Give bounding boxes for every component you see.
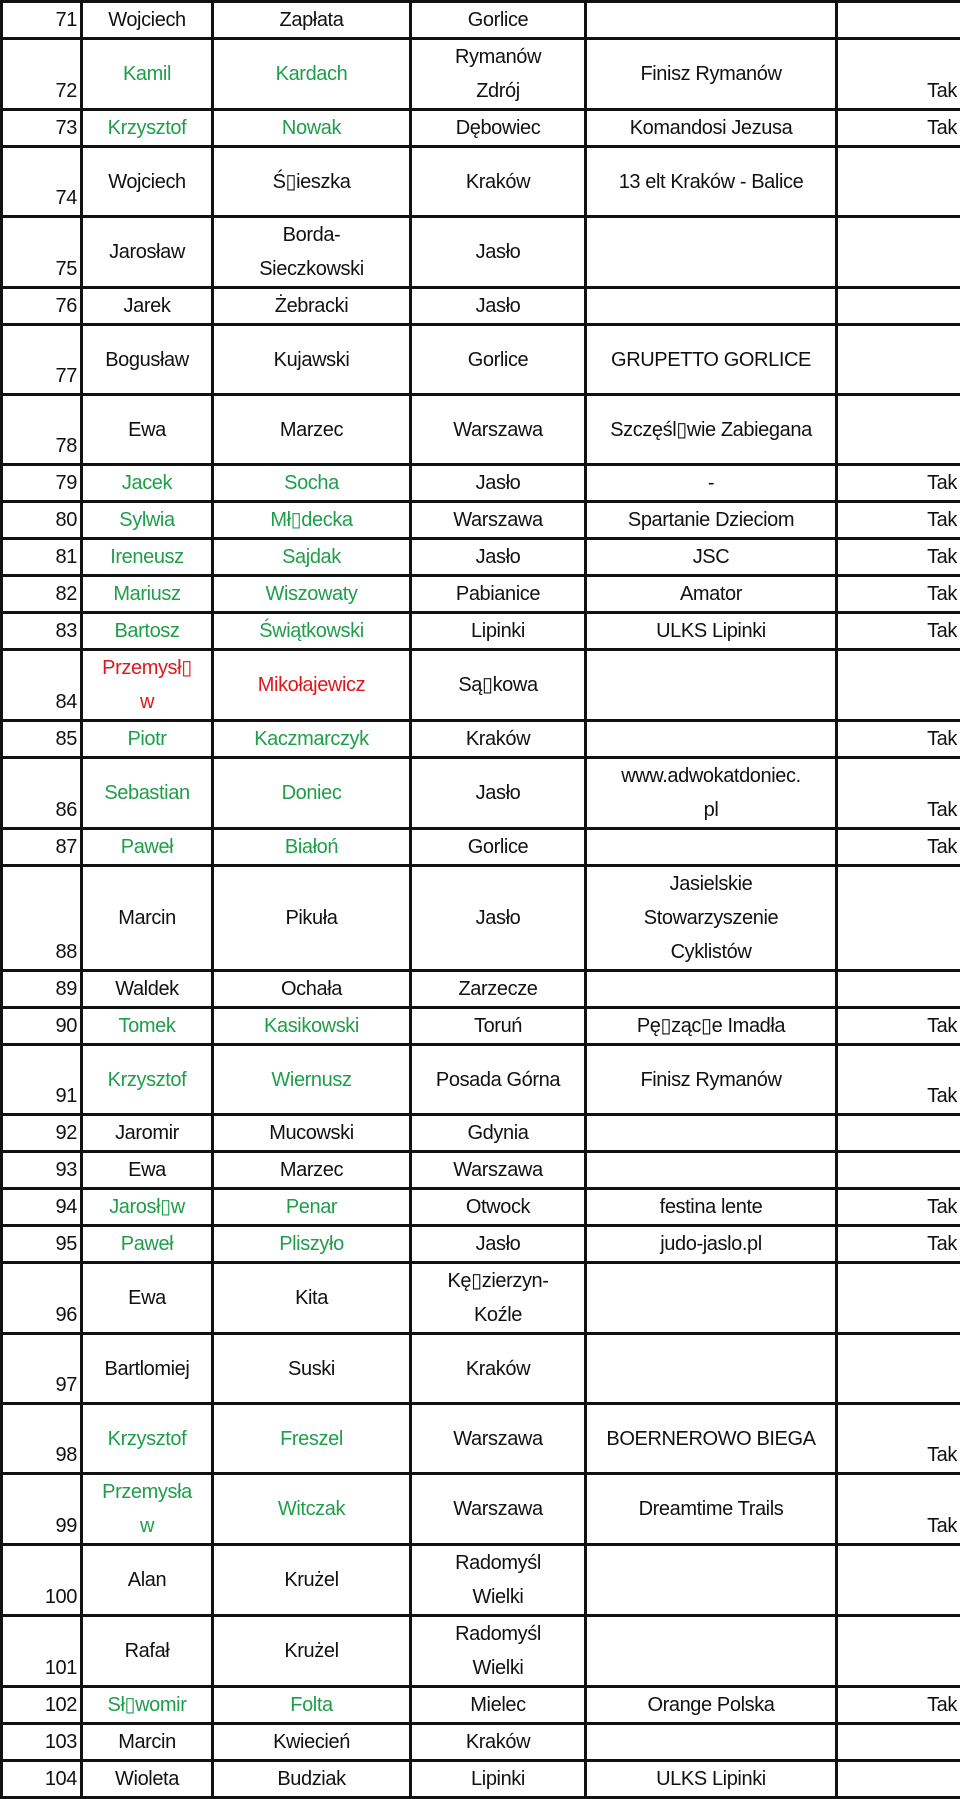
row-number-cell: 76 — [2, 288, 82, 325]
last-name-cell: Kardach — [213, 39, 411, 110]
row-number-cell: 81 — [2, 539, 82, 576]
confirmation-cell — [837, 147, 960, 217]
confirmation-cell — [837, 1616, 960, 1687]
first-name-cell: Kamil — [82, 39, 213, 110]
city-cell: Lipinki — [411, 613, 586, 650]
table-row — [2, 1724, 960, 1761]
table-row — [2, 1263, 960, 1334]
city-cell: Jasło — [411, 539, 586, 576]
row-number-cell: 86 — [2, 758, 82, 829]
city-cell: Radomyśl Wielki — [411, 1545, 586, 1616]
club-cell — [586, 1115, 837, 1152]
first-name-cell: Tomek — [82, 1008, 213, 1045]
first-name-cell: Piotr — [82, 721, 213, 758]
confirmation-cell — [837, 1761, 960, 1798]
last-name-cell: Krużel — [213, 1545, 411, 1616]
city-cell: Warszawa — [411, 1474, 586, 1545]
row-number-cell: 91 — [2, 1045, 82, 1115]
table-row — [2, 576, 960, 613]
last-name-cell: Marzec — [213, 1152, 411, 1189]
city-cell: Lipinki — [411, 1761, 586, 1798]
last-name-cell: Nowak — [213, 110, 411, 147]
row-number-cell: 78 — [2, 395, 82, 465]
confirmation-cell: Tak — [837, 1008, 960, 1045]
confirmation-cell: Tak — [837, 539, 960, 576]
table-row — [2, 971, 960, 1008]
confirmation-cell — [837, 650, 960, 721]
confirmation-cell: Tak — [837, 110, 960, 147]
row-number-cell: 102 — [2, 1687, 82, 1724]
club-cell — [586, 1616, 837, 1687]
club-cell: Jasielskie Stowarzyszenie Cyklistów — [586, 866, 837, 971]
table-row — [2, 650, 960, 721]
table-row — [2, 502, 960, 539]
first-name-cell: Wojciech — [82, 147, 213, 217]
city-cell: Zarzecze — [411, 971, 586, 1008]
first-name-cell: Ireneusz — [82, 539, 213, 576]
table-row — [2, 39, 960, 110]
first-name-cell: Krzysztof — [82, 1404, 213, 1474]
club-cell: JSC — [586, 539, 837, 576]
row-number-cell: 88 — [2, 866, 82, 971]
club-cell — [586, 288, 837, 325]
city-cell: Jasło — [411, 217, 586, 288]
club-cell: Pę▯ząc▯e Imadła — [586, 1008, 837, 1045]
first-name-cell: Sylwia — [82, 502, 213, 539]
last-name-cell: Folta — [213, 1687, 411, 1724]
row-number-cell: 71 — [2, 2, 82, 39]
first-name-cell: Krzysztof — [82, 110, 213, 147]
confirmation-cell: Tak — [837, 1045, 960, 1115]
table-row — [2, 1334, 960, 1404]
row-number-cell: 104 — [2, 1761, 82, 1798]
confirmation-cell: Tak — [837, 1189, 960, 1226]
last-name-cell: Białoń — [213, 829, 411, 866]
last-name-cell: Witczak — [213, 1474, 411, 1545]
first-name-cell: Sebastian — [82, 758, 213, 829]
row-number-cell: 87 — [2, 829, 82, 866]
table-row — [2, 217, 960, 288]
row-number-cell: 73 — [2, 110, 82, 147]
row-number-cell: 103 — [2, 1724, 82, 1761]
city-cell: Jasło — [411, 1226, 586, 1263]
club-cell — [586, 1724, 837, 1761]
confirmation-cell: Tak — [837, 1404, 960, 1474]
club-cell: festina lente — [586, 1189, 837, 1226]
last-name-cell: Borda- Sieczkowski — [213, 217, 411, 288]
table-row — [2, 829, 960, 866]
city-cell: Toruń — [411, 1008, 586, 1045]
table-row — [2, 758, 960, 829]
last-name-cell: Freszel — [213, 1404, 411, 1474]
row-number-cell: 90 — [2, 1008, 82, 1045]
confirmation-cell — [837, 1152, 960, 1189]
table-row — [2, 395, 960, 465]
table-row — [2, 1616, 960, 1687]
confirmation-cell — [837, 1724, 960, 1761]
last-name-cell: Penar — [213, 1189, 411, 1226]
city-cell: Warszawa — [411, 395, 586, 465]
club-cell: 13 elt Kraków - Balice — [586, 147, 837, 217]
table-row — [2, 1545, 960, 1616]
first-name-cell: Bartlomiej — [82, 1334, 213, 1404]
table-row — [2, 539, 960, 576]
confirmation-cell — [837, 971, 960, 1008]
last-name-cell: Żebracki — [213, 288, 411, 325]
club-cell: ULKS Lipinki — [586, 613, 837, 650]
row-number-cell: 99 — [2, 1474, 82, 1545]
row-number-cell: 84 — [2, 650, 82, 721]
first-name-cell: Alan — [82, 1545, 213, 1616]
first-name-cell: Rafał — [82, 1616, 213, 1687]
first-name-cell: Krzysztof — [82, 1045, 213, 1115]
table-row — [2, 288, 960, 325]
confirmation-cell — [837, 395, 960, 465]
row-number-cell: 82 — [2, 576, 82, 613]
last-name-cell: Mikołajewicz — [213, 650, 411, 721]
city-cell: Warszawa — [411, 1404, 586, 1474]
first-name-cell: Jaromir — [82, 1115, 213, 1152]
first-name-cell: Ewa — [82, 1152, 213, 1189]
city-cell: Jasło — [411, 465, 586, 502]
last-name-cell: Doniec — [213, 758, 411, 829]
club-cell: judo-jaslo.pl — [586, 1226, 837, 1263]
club-cell — [586, 971, 837, 1008]
first-name-cell: Paweł — [82, 1226, 213, 1263]
last-name-cell: Ochała — [213, 971, 411, 1008]
city-cell: Pabianice — [411, 576, 586, 613]
last-name-cell: Mł▯decka — [213, 502, 411, 539]
club-cell: Dreamtime Trails — [586, 1474, 837, 1545]
confirmation-cell: Tak — [837, 465, 960, 502]
row-number-cell: 92 — [2, 1115, 82, 1152]
club-cell — [586, 1263, 837, 1334]
confirmation-cell — [837, 866, 960, 971]
city-cell: Gorlice — [411, 829, 586, 866]
club-cell: GRUPETTO GORLICE — [586, 325, 837, 395]
table-row — [2, 1687, 960, 1724]
table-row — [2, 147, 960, 217]
first-name-cell: Przemysł▯ w — [82, 650, 213, 721]
table-row — [2, 866, 960, 971]
city-cell: Kraków — [411, 721, 586, 758]
club-cell — [586, 1334, 837, 1404]
row-number-cell: 75 — [2, 217, 82, 288]
confirmation-cell: Tak — [837, 502, 960, 539]
first-name-cell: Marcin — [82, 1724, 213, 1761]
city-cell: Warszawa — [411, 502, 586, 539]
first-name-cell: Jarosław — [82, 217, 213, 288]
last-name-cell: Suski — [213, 1334, 411, 1404]
city-cell: Gdynia — [411, 1115, 586, 1152]
row-number-cell: 100 — [2, 1545, 82, 1616]
confirmation-cell — [837, 1115, 960, 1152]
confirmation-cell: Tak — [837, 1474, 960, 1545]
table-row — [2, 1115, 960, 1152]
club-cell — [586, 1545, 837, 1616]
city-cell: Kraków — [411, 1724, 586, 1761]
row-number-cell: 94 — [2, 1189, 82, 1226]
city-cell: Mielec — [411, 1687, 586, 1724]
participants-table-body — [2, 2, 960, 1798]
row-number-cell: 97 — [2, 1334, 82, 1404]
confirmation-cell: Tak — [837, 613, 960, 650]
last-name-cell: Kujawski — [213, 325, 411, 395]
city-cell: Otwock — [411, 1189, 586, 1226]
last-name-cell: Wiszowaty — [213, 576, 411, 613]
table-row — [2, 1152, 960, 1189]
row-number-cell: 72 — [2, 39, 82, 110]
table-row — [2, 1189, 960, 1226]
confirmation-cell — [837, 325, 960, 395]
table-row — [2, 1045, 960, 1115]
last-name-cell: Pliszyło — [213, 1226, 411, 1263]
club-cell: Orange Polska — [586, 1687, 837, 1724]
row-number-cell: 96 — [2, 1263, 82, 1334]
club-cell — [586, 217, 837, 288]
table-row — [2, 2, 960, 39]
first-name-cell: Mariusz — [82, 576, 213, 613]
last-name-cell: Kasikowski — [213, 1008, 411, 1045]
last-name-cell: Kaczmarczyk — [213, 721, 411, 758]
first-name-cell: Bogusław — [82, 325, 213, 395]
club-cell — [586, 1152, 837, 1189]
row-number-cell: 85 — [2, 721, 82, 758]
city-cell: Kraków — [411, 147, 586, 217]
city-cell: Kę▯zierzyn- Koźle — [411, 1263, 586, 1334]
first-name-cell: Jarek — [82, 288, 213, 325]
last-name-cell: Krużel — [213, 1616, 411, 1687]
row-number-cell: 83 — [2, 613, 82, 650]
table-row — [2, 465, 960, 502]
last-name-cell: Zapłata — [213, 2, 411, 39]
last-name-cell: Budziak — [213, 1761, 411, 1798]
last-name-cell: Świątkowski — [213, 613, 411, 650]
first-name-cell: Paweł — [82, 829, 213, 866]
first-name-cell: Bartosz — [82, 613, 213, 650]
last-name-cell: Socha — [213, 465, 411, 502]
row-number-cell: 80 — [2, 502, 82, 539]
row-number-cell: 98 — [2, 1404, 82, 1474]
confirmation-cell: Tak — [837, 39, 960, 110]
confirmation-cell: Tak — [837, 1687, 960, 1724]
confirmation-cell — [837, 2, 960, 39]
city-cell: Radomyśl Wielki — [411, 1616, 586, 1687]
last-name-cell: Kwiecień — [213, 1724, 411, 1761]
confirmation-cell — [837, 288, 960, 325]
table-row — [2, 325, 960, 395]
table-row — [2, 1226, 960, 1263]
last-name-cell: Wiernusz — [213, 1045, 411, 1115]
club-cell: BOERNEROWO BIEGA — [586, 1404, 837, 1474]
first-name-cell: Przemysła w — [82, 1474, 213, 1545]
first-name-cell: Ewa — [82, 395, 213, 465]
confirmation-cell — [837, 1334, 960, 1404]
club-cell — [586, 650, 837, 721]
table-row — [2, 1761, 960, 1798]
table-row — [2, 110, 960, 147]
confirmation-cell: Tak — [837, 1226, 960, 1263]
city-cell: Jasło — [411, 866, 586, 971]
city-cell: Są▯kowa — [411, 650, 586, 721]
first-name-cell: Marcin — [82, 866, 213, 971]
first-name-cell: Wojciech — [82, 2, 213, 39]
row-number-cell: 93 — [2, 1152, 82, 1189]
confirmation-cell — [837, 1263, 960, 1334]
last-name-cell: Sajdak — [213, 539, 411, 576]
confirmation-cell: Tak — [837, 829, 960, 866]
club-cell: Szczęśl▯wie Zabiegana — [586, 395, 837, 465]
confirmation-cell: Tak — [837, 758, 960, 829]
club-cell: Finisz Rymanów — [586, 1045, 837, 1115]
confirmation-cell: Tak — [837, 721, 960, 758]
city-cell: Posada Górna — [411, 1045, 586, 1115]
last-name-cell: Ś▯ieszka — [213, 147, 411, 217]
last-name-cell: Pikuła — [213, 866, 411, 971]
first-name-cell: Wioleta — [82, 1761, 213, 1798]
city-cell: Jasło — [411, 758, 586, 829]
city-cell: Rymanów Zdrój — [411, 39, 586, 110]
last-name-cell: Kita — [213, 1263, 411, 1334]
last-name-cell: Mucowski — [213, 1115, 411, 1152]
city-cell: Jasło — [411, 288, 586, 325]
club-cell: - — [586, 465, 837, 502]
confirmation-cell — [837, 1545, 960, 1616]
row-number-cell: 89 — [2, 971, 82, 1008]
row-number-cell: 101 — [2, 1616, 82, 1687]
city-cell: Kraków — [411, 1334, 586, 1404]
confirmation-cell: Tak — [837, 576, 960, 613]
club-cell: www.adwokatdoniec. pl — [586, 758, 837, 829]
club-cell — [586, 721, 837, 758]
city-cell: Dębowiec — [411, 110, 586, 147]
club-cell: Spartanie Dzieciom — [586, 502, 837, 539]
table-row — [2, 1404, 960, 1474]
first-name-cell: Jarosł▯w — [82, 1189, 213, 1226]
first-name-cell: Sł▯womir — [82, 1687, 213, 1724]
first-name-cell: Jacek — [82, 465, 213, 502]
confirmation-cell — [837, 217, 960, 288]
row-number-cell: 79 — [2, 465, 82, 502]
row-number-cell: 74 — [2, 147, 82, 217]
table-row — [2, 1008, 960, 1045]
first-name-cell: Waldek — [82, 971, 213, 1008]
club-cell: Komandosi Jezusa — [586, 110, 837, 147]
club-cell — [586, 829, 837, 866]
row-number-cell: 77 — [2, 325, 82, 395]
club-cell: Finisz Rymanów — [586, 39, 837, 110]
row-number-cell: 95 — [2, 1226, 82, 1263]
club-cell: ULKS Lipinki — [586, 1761, 837, 1798]
table-row — [2, 613, 960, 650]
city-cell: Gorlice — [411, 2, 586, 39]
club-cell — [586, 2, 837, 39]
city-cell: Warszawa — [411, 1152, 586, 1189]
table-row — [2, 1474, 960, 1545]
table-row — [2, 721, 960, 758]
first-name-cell: Ewa — [82, 1263, 213, 1334]
last-name-cell: Marzec — [213, 395, 411, 465]
club-cell: Amator — [586, 576, 837, 613]
city-cell: Gorlice — [411, 325, 586, 395]
